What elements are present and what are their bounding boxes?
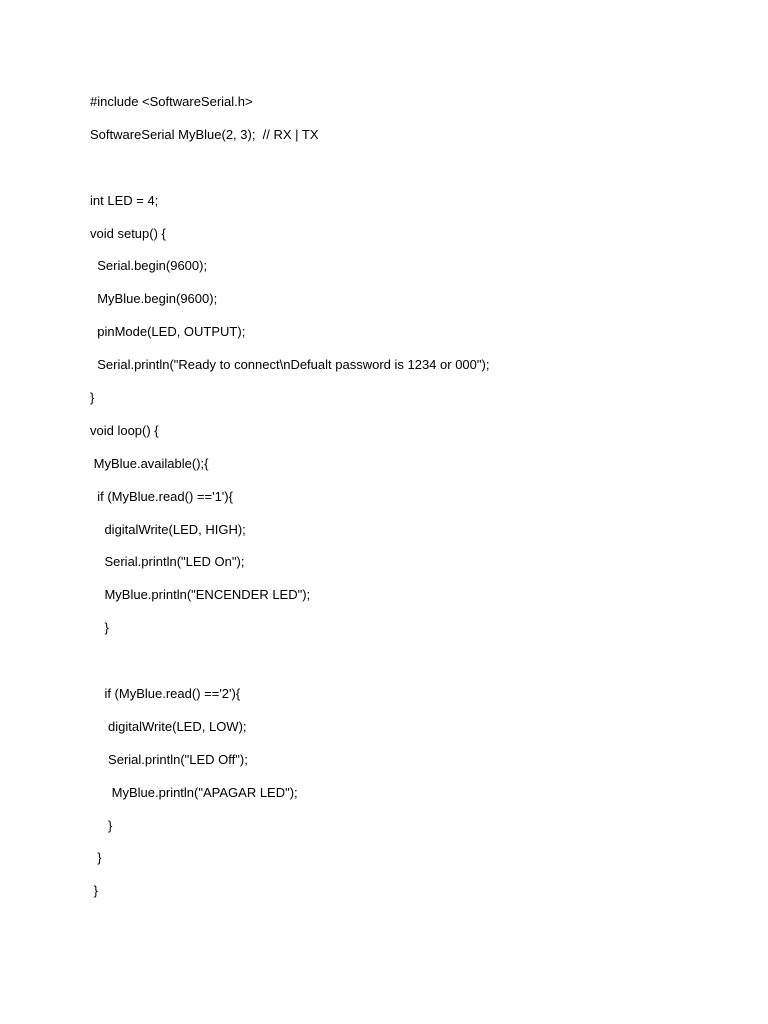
code-line-15: Serial.println("LED On"); (90, 554, 245, 570)
code-line-6: Serial.begin(9600); (90, 258, 208, 274)
code-line-10: } (90, 390, 95, 406)
code-line-11: void loop() { (90, 422, 159, 438)
code-line-23: } (90, 817, 113, 833)
code-line-9: Serial.println("Ready to connect\nDefualt password is 1234 or 000"); (90, 357, 490, 373)
code-line-3 (90, 158, 730, 191)
code-line-20: digitalWrite(LED, LOW); (90, 718, 247, 734)
code-line-22: MyBlue.println("APAGAR LED"); (90, 784, 298, 800)
code-line-19: if (MyBlue.read() =='2'){ (90, 686, 241, 702)
code-line-2: SoftwareSerial MyBlue(2, 3); // RX | TX (90, 126, 319, 142)
code-line-13: if (MyBlue.read() =='1'){ (90, 488, 233, 504)
code-line-7: MyBlue.begin(9600); (90, 291, 218, 307)
code-line-8: pinMode(LED, OUTPUT); (90, 324, 246, 340)
code-line-25: } (90, 883, 98, 899)
code-line-16: MyBlue.println("ENCENDER LED"); (90, 587, 311, 603)
code-line-18 (90, 651, 730, 684)
code-line-4: int LED = 4; (90, 192, 159, 208)
code-line-12: MyBlue.available();{ (90, 455, 209, 471)
code-line-21: Serial.println("LED Off"); (90, 751, 248, 767)
code-line-14: digitalWrite(LED, HIGH); (90, 521, 246, 537)
code-line-1: #include <SoftwareSerial.h> (90, 94, 253, 109)
code-line-24: } (90, 850, 102, 866)
code-listing (90, 92, 730, 914)
code-line-5: void setup() { (90, 225, 166, 241)
code-line-17: } (90, 620, 109, 636)
